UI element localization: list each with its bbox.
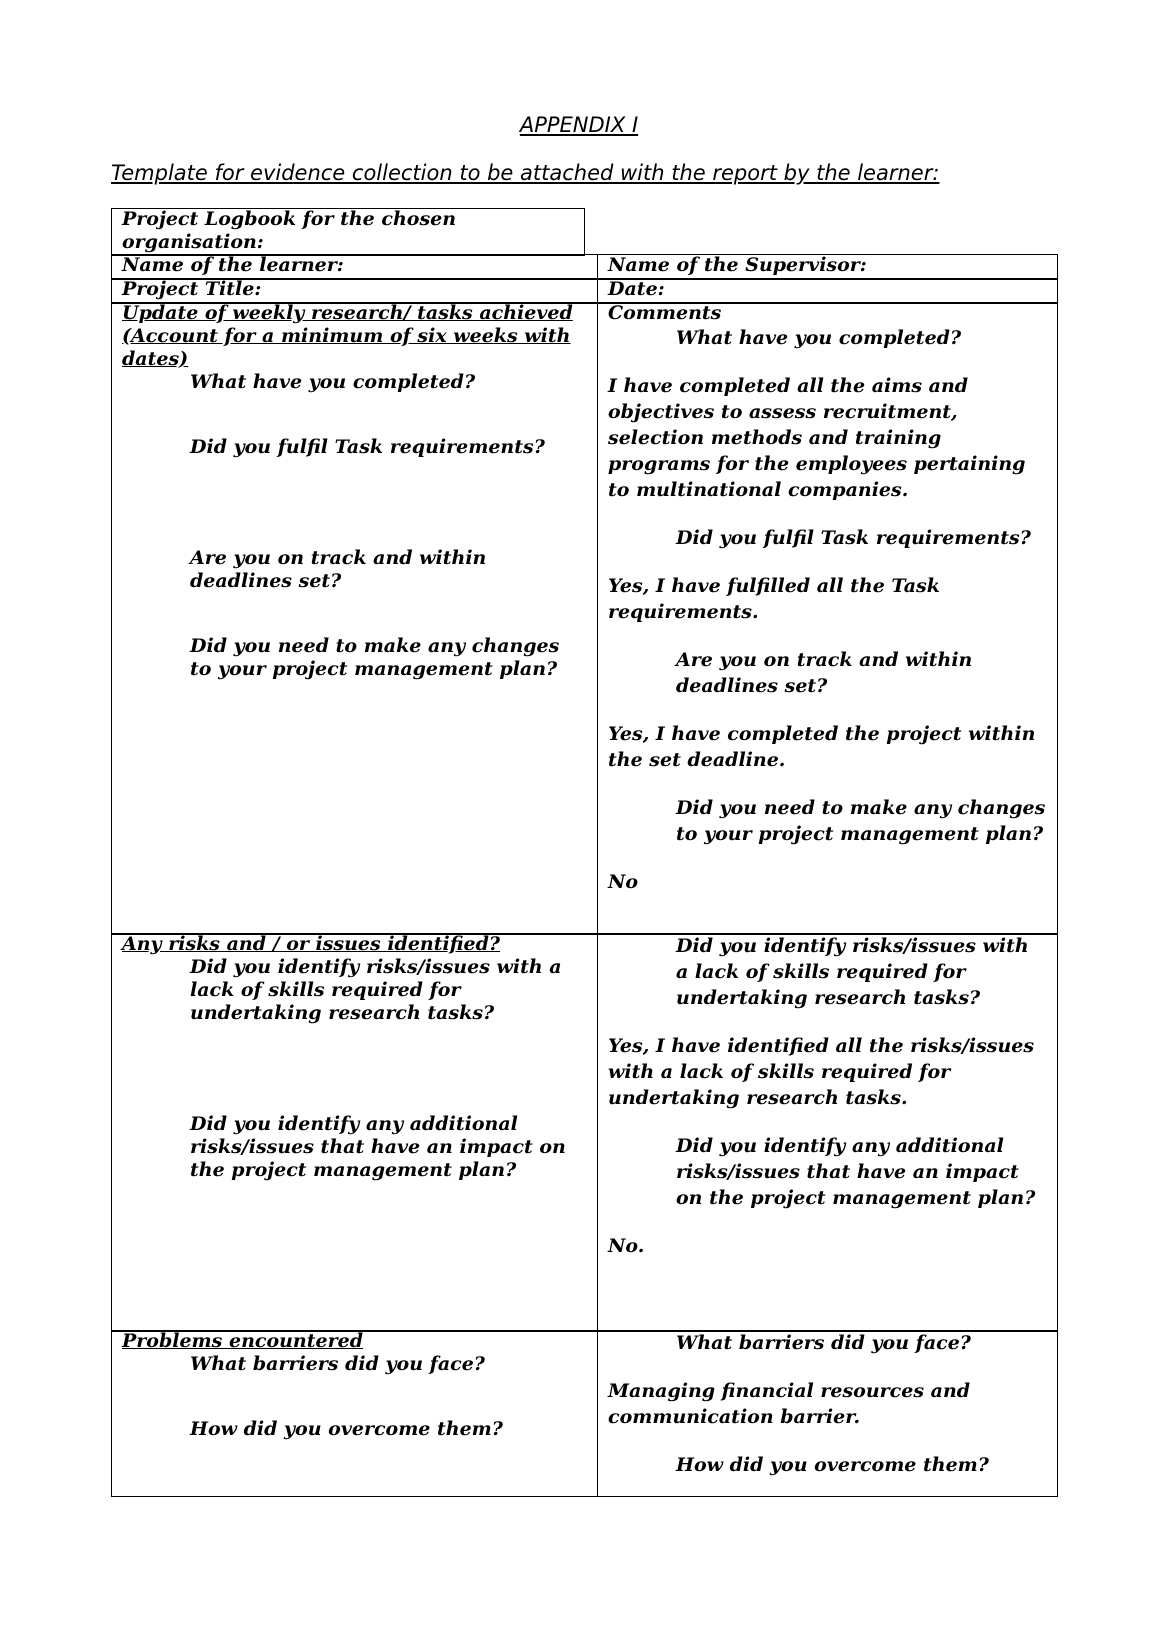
comment-answer-3: Yes, I have completed the project within the set deadline. [608,723,1036,771]
learner-name-cell [114,254,594,277]
weekly-comments-cell [600,302,1055,895]
weekly-heading: Update of weekly research/ tasks achieved (Account for a minimum of six weeks with dates) [122,302,573,370]
comment-question-2: Did you fulfil Task requirements? [676,527,1031,549]
risks-question-2: Did you identify any additional risks/issues that have an impact on the project management plan? [190,1113,566,1181]
risks-heading: Any risks and / or issues identified? [122,933,501,955]
problems-question-1: What barriers did you face? [190,1353,485,1375]
risks-answers-cell [600,933,1055,1259]
project-title-cell [114,278,594,301]
date-label: Date: [608,278,665,300]
risks-answer-2: No. [608,1235,645,1257]
supervisor-name-label: Name of the Supervisor: [608,254,867,276]
risks-question-1: Did you identify risks/issues with a lack of skills required for undertaking research tasks? [190,956,562,1024]
problems-answers-cell [600,1330,1055,1478]
weekly-question-4: Did you need to make any changes to your project management plan? [190,635,560,680]
comment-answer-1: I have completed all the aims and objectives to assess recruitment, selection methods and training programs for the employees pertaining to multinational companies. [608,375,1026,501]
risks-comment-question-1: Did you identify risks/issues with a lack of skills required for undertaking research tasks? [676,935,1029,1009]
weekly-question-2: Did you fulfil Task requirements? [190,436,545,458]
project-title-label: Project Title: [122,278,262,300]
logbook-header [114,208,582,254]
comment-question-4: Did you need to make any changes to your project management plan? [676,797,1046,845]
weekly-question-1: What have you completed? [190,371,476,393]
date-cell [600,278,1055,301]
problems-answer-1: Managing financial resources and communication barrier. [608,1380,971,1428]
comments-label: Comments [608,302,722,324]
learner-name-label: Name of the learner: [122,254,344,276]
supervisor-name-cell [600,254,1055,277]
weekly-question-3: Are you on track and within deadlines set? [190,547,487,592]
problems-comment-question-1: What barriers did you face? [676,1332,971,1354]
comment-answer-4: No [608,871,639,893]
comment-answer-2: Yes, I have fulfilled all the Task requirements. [608,575,940,623]
template-subheading: Template for evidence collection to be attached with the report by the learner: [111,161,940,185]
logbook-header-text: Project Logbook for the chosen organisation: [122,208,457,253]
appendix-heading: APPENDIX I [519,113,639,137]
problems-questions-cell [114,1330,594,1441]
problems-question-2: How did you overcome them? [190,1418,503,1440]
problems-comment-question-2: How did you overcome them? [676,1454,989,1476]
risks-questions-cell [114,933,594,1182]
problems-heading: Problems encountered [122,1330,363,1352]
risks-answer-1: Yes, I have identified all the risks/issues with a lack of skills required for undertaking research tasks. [608,1035,1035,1109]
comment-question-1: What have you completed? [676,327,962,349]
column-divider [597,254,599,1497]
comment-question-3: Are you on track and within deadlines set? [676,649,973,697]
risks-comment-question-2: Did you identify any additional risks/issues that have an impact on the project management plan? [676,1135,1036,1209]
weekly-questions-cell [114,302,594,681]
